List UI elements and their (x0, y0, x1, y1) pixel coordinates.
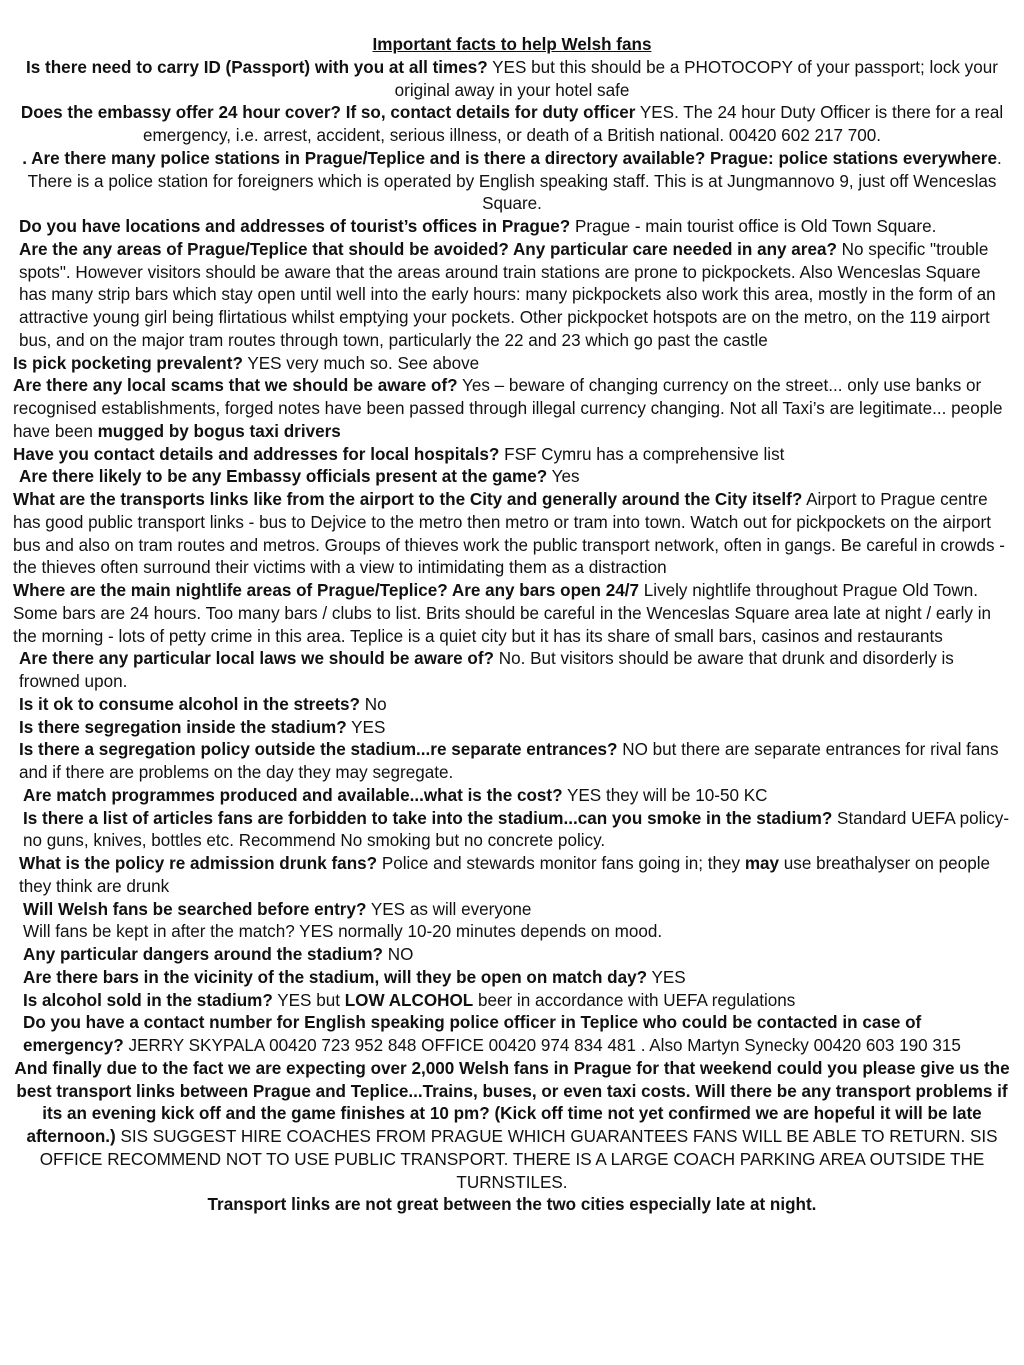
answer: YES but this should be a PHOTOCOPY of your passport; lock your original away in your hotel safe (394, 57, 998, 100)
answer-emphasis: LOW ALCOHOL (344, 990, 474, 1010)
question: Have you contact details and addresses for local hospitals? (13, 444, 500, 464)
question: Will Welsh fans be searched before entry? (23, 899, 367, 919)
question: Are there likely to be any Embassy officials present at the game? (19, 467, 548, 487)
answer: No. But visitors should be aware that drunk and disorderly is frowned upon. (19, 649, 954, 691)
faq-entry-drunk-fans (13, 853, 1011, 899)
faq-entry-match-programmes (13, 785, 1011, 808)
faq-entry-local-laws (13, 648, 1011, 694)
answer: JERRY SKYPALA 00420 723 952 848 OFFICE 00420 974 834 481 . Also Martyn Synecky 00420 603 190 315 (128, 1036, 961, 1055)
answer: . There is a police station for foreigners which is operated by English speaking staff. This is at Jungmannovo 9, just off Wenceslas Square. (27, 148, 1002, 214)
faq-entry-forbidden-articles (13, 808, 1011, 854)
answer: YES very much so. See above (247, 353, 480, 373)
question: What is the policy re admission drunk fans? (19, 854, 378, 873)
question: Is there need to carry ID (Passport) with you at all times? (26, 57, 488, 77)
faq-entry-bars-near-stadium (13, 967, 1011, 990)
answer: Police and stewards monitor fans going in; they (381, 854, 741, 873)
answer-emphasis: mugged by bogus taxi drivers (97, 421, 341, 441)
faq-entry-closing-transport (13, 1058, 1011, 1195)
question: What are the transports links like from the airport to the City and generally around the City itself? (13, 490, 803, 509)
answer: YES. The 24 hour Duty Officer is there for a real emergency, i.e. arrest, accident, serious illness, or death of a British national. 00420 602 217 700. (143, 103, 1004, 145)
answer: Yes – beware of changing currency on the street... only use banks or recognised establishments, forged notes have been passed through illegal currency changing. Not all Taxi’s are legitimate... people have been (13, 376, 1003, 441)
answer: YES they will be 10-50 KC (567, 785, 768, 805)
question: Does the embassy offer 24 hour cover? If so, contact details for duty officer (20, 103, 636, 123)
answer: YES (651, 967, 686, 987)
question: Is there a list of articles fans are forbidden to take into the stadium...can you smoke in the stadium? (23, 808, 833, 828)
faq-entry-alcohol-sold (13, 990, 1011, 1013)
answer: Yes (551, 467, 580, 487)
answer-tail: use breathalyser on people they think are drunk (19, 854, 990, 896)
document-title: Important facts to help Welsh fans (372, 35, 652, 54)
answer: YES (351, 717, 386, 737)
question: Are there any particular local laws we should be aware of? (19, 649, 494, 669)
faq-entry-kept-in (13, 921, 1011, 944)
question: Are the any areas of Prague/Teplice that should be avoided? Any particular care needed in any area? (19, 239, 837, 259)
question: Is alcohol sold in the stadium? (23, 990, 273, 1010)
faq-entry-areas-to-avoid (13, 239, 1011, 353)
question: Are there any local scams that we should be aware of? (13, 376, 458, 396)
faq-entry-police-stations (13, 148, 1011, 216)
faq-entry-hospitals (13, 444, 1011, 467)
closing-statement: Transport links are not great between the two cities especially late at night. (207, 1195, 817, 1215)
question: Is there segregation inside the stadium? (19, 717, 347, 737)
plain-entry: Will fans be kept in after the match? YES normally 10-20 minutes depends on mood. (23, 922, 663, 942)
answer: SIS SUGGEST HIRE COACHES FROM PRAGUE WHICH GUARANTEES FANS WILL BE ABLE TO RETURN. SIS OFFICE RECOMMEND NOT TO USE PUBLIC TRANSPORT. THERE IS A LARGE COACH PARKING AREA OUTSIDE THE TURNSTILES. (39, 1127, 998, 1192)
faq-entry-segregation-inside (13, 717, 1011, 740)
question: And finally due to the fact we are expecting over 2,000 Welsh fans in Prague for that weekend could you please give us the best transport links between Prague and Teplice...Trains, buses, or even taxi costs. Will there be any transport problems if its an evening kick off and the game finishes at 10 pm? (Kick off time not yet confirmed we are hopeful it will be late afternoon.) (14, 1058, 1010, 1146)
faq-entry-tourist-offices (13, 216, 1011, 239)
question: Is it ok to consume alcohol in the streets? (19, 694, 360, 714)
faq-entry-local-scams (13, 375, 1011, 443)
question: Do you have locations and addresses of tourist’s offices in Prague? (19, 217, 571, 236)
answer: YES as will everyone (370, 899, 532, 919)
question: Are there bars in the vicinity of the stadium, will they be open on match day? (23, 967, 648, 987)
question: Is there a segregation policy outside the stadium...re separate entrances? (19, 740, 618, 760)
answer: YES but (277, 990, 340, 1010)
answer: Prague - main tourist office is Old Town Square. (575, 217, 937, 236)
answer: No specific "trouble spots". However visitors should be aware that the areas around train stations are prone to pickpockets. Also Wenceslas Square has many strip bars which stay open until well into the early hours: many pickpockets also work this area, mostly in the form of an attractive young girl being flirtatious whilst emptying your pockets. Other pickpocket hotspots are on the metro, on the 119 airport bus, and on the major tram routes through town, particularly the 22 and 23 which go past the castle (19, 239, 996, 350)
answer: Airport to Prague centre has good public transport links - bus to Dejvice to the metro then metro or tram into town. Watch out for pickpockets on the airport bus and also on tram routes and metros. Groups of thieves work the public transport network, often in gangs. Be careful in crowds - the thieves often surround their victims with a view to intimidating them as a distraction (13, 490, 1005, 578)
answer: NO (387, 945, 414, 964)
answer: Standard UEFA policy-no guns, knives, bottles etc. Recommend No smoking but no concrete policy. (23, 808, 1010, 851)
faq-entry-pickpocketing (13, 353, 1011, 376)
faq-entry-transport-links (13, 489, 1011, 580)
question: . Are there many police stations in Prague/Teplice and is there a directory available? Prague: police stations everywhere (22, 148, 997, 168)
answer-emphasis: may (744, 854, 780, 873)
question: Is pick pocketing prevalent? (13, 353, 243, 373)
answer-tail: beer in accordance with UEFA regulations (477, 990, 796, 1010)
answer: Lively nightlife throughout Prague Old Town. Some bars are 24 hours. Too many bars / clubs to list. Brits should be careful in the Wenceslas Square area late at night / early in the morning - lots of petty crime in this area. Teplice is a quiet city but it has its share of small bars, casinos and restaurants (13, 581, 992, 646)
answer: No (364, 694, 387, 714)
faq-entry-segregation-outside (13, 739, 1011, 785)
faq-entry-police-contact (13, 1012, 1011, 1058)
faq-entry-id-requirement (13, 57, 1011, 103)
question: Where are the main nightlife areas of Prague/Teplice? Are any bars open 24/7 (13, 581, 640, 600)
faq-entry-searched-before-entry (13, 899, 1011, 922)
answer: NO but there are separate entrances for rival fans and if there are problems on the day they may segregate. (19, 740, 999, 782)
faq-entry-nightlife (13, 580, 1011, 648)
question: Any particular dangers around the stadium? (23, 945, 383, 964)
faq-entry-alcohol-streets (13, 694, 1011, 717)
answer: FSF Cymru has a comprehensive list (504, 444, 785, 464)
faq-entry-embassy-cover (13, 102, 1011, 148)
question: Do you have a contact number for English speaking police officer in Teplice who could be contacted in case of emergency? (23, 1013, 922, 1055)
faq-entry-stadium-dangers (13, 944, 1011, 967)
faq-entry-embassy-officials (13, 466, 1011, 489)
question: Are match programmes produced and available...what is the cost? (23, 785, 563, 805)
